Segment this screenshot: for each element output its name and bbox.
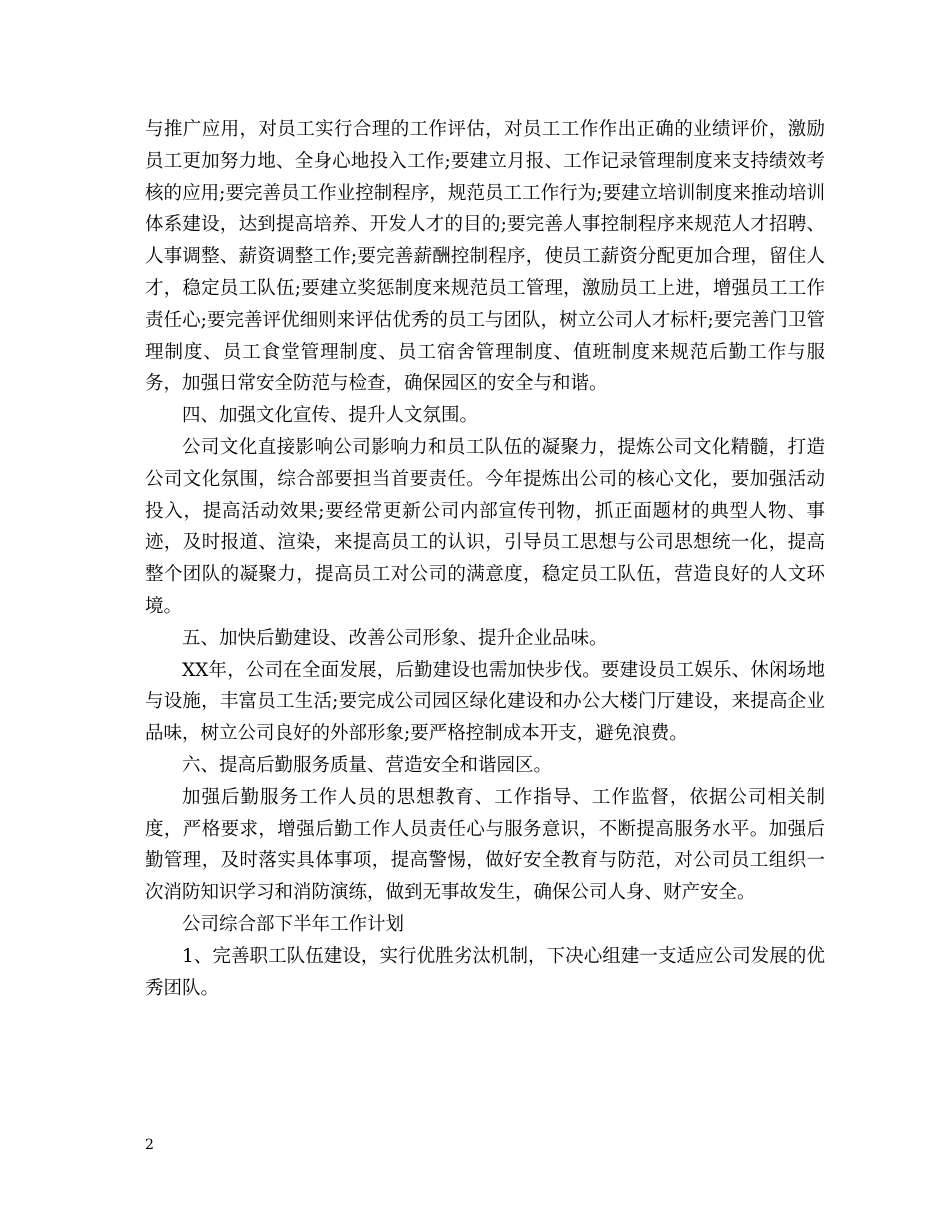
page-number: 2 xyxy=(145,1137,154,1153)
body-paragraph: 公司文化直接影响公司影响力和员工队伍的凝聚力，提炼公司文化精髓，打造公司文化氛围，综合部要担当首要责任。今年提炼出公司的核心文化，要加强活动投入，提高活动效果;要经常更新公司内部宣传刊物，抓正面题材的典型人物、事迹，及时报道、渲染，来提高员工的认识，引导员工思想与公司思想统一化，提高整个团队的凝聚力，提高员工对公司的满意度，稳定员工队伍，营造良好的人文环境。 xyxy=(145,436,825,617)
plan-title: 公司综合部下半年工作计划 xyxy=(182,913,405,935)
section-heading-four: 四、加强文化宣传、提升人文氛围。 xyxy=(182,405,479,427)
section-heading-six: 六、提高后勤服务质量、营造安全和谐园区。 xyxy=(182,754,553,776)
document-body xyxy=(145,114,825,1004)
body-paragraph: 与推广应用，对员工实行合理的工作评估，对员工工作作出正确的业绩评价，激励员工更加努力地、全身心地投入工作;要建立月报、工作记录管理制度来支持绩效考核的应用;要完善员工作业控制程序，规范员工工作行为;要建立培训制度来推动培训体系建设，达到提高培养、开发人才的目的;要完善人事控制程序来规范人才招聘、人事调整、薪资调整工作;要完善薪酬控制程序，使员工薪资分配更加合理，留住人才，稳定员工队伍;要建立奖惩制度来规范员工管理，激励员工上进，增强员工工作责任心;要完善评优细则来评估优秀的员工与团队，树立公司人才标杆;要完善门卫管理制度、员工食堂管理制度、员工宿舍管理制度、值班制度来规范后勤工作与服务，加强日常安全防范与检查，确保园区的安全与和谐。 xyxy=(145,119,825,395)
body-paragraph: XX年，公司在全面发展，后勤建设也需加快步伐。要建设员工娱乐、休闲场地与设施，丰富员工生活;要完成公司园区绿化建设和办公大楼门厅建设，来提高企业品味，树立公司良好的外部形象;要严格控制成本开支，避免浪费。 xyxy=(145,659,825,745)
section-heading-five: 五、加快后勤建设、改善公司形象、提升企业品味。 xyxy=(182,627,608,649)
body-paragraph: 1、完善职工队伍建设，实行优胜劣汰机制，下决心组建一支适应公司发展的优秀团队。 xyxy=(145,945,825,999)
body-paragraph: 加强后勤服务工作人员的思想教育、工作指导、工作监督，依据公司相关制度，严格要求，增强后勤工作人员责任心与服务意识，不断提高服务水平。加强后勤管理，及时落实具体事项，提高警惕，做好安全教育与防范，对公司员工组织一次消防知识学习和消防演练，做到无事故发生，确保公司人身、财产安全。 xyxy=(145,786,825,904)
